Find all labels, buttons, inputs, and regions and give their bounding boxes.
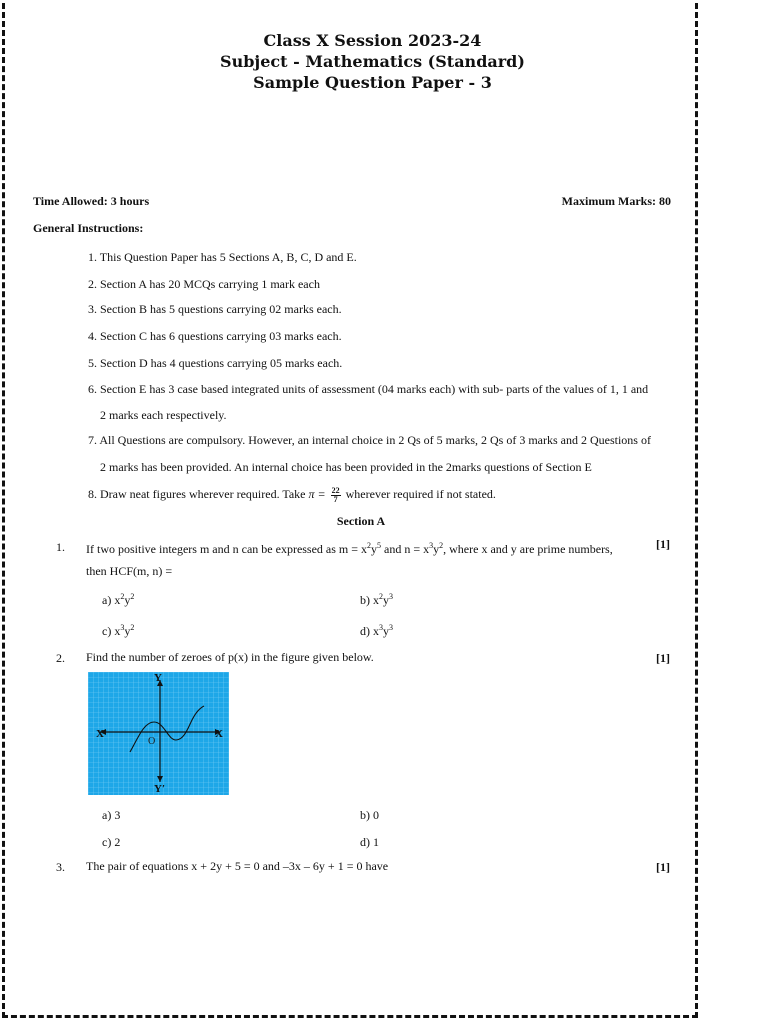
instruction-item: 7. All Questions are compulsory. However, an internal choice in 2 Qs of 5 marks, 2 Qs of 3 marks and 2 Questions of bbox=[88, 433, 651, 447]
option-exponent: 3 bbox=[120, 623, 125, 632]
q1-option-b[interactable] bbox=[360, 592, 393, 608]
q1-option-c[interactable] bbox=[102, 623, 134, 639]
option-base: y bbox=[383, 593, 389, 607]
option-exponent: 2 bbox=[130, 623, 135, 632]
q1-text-part: If two positive integers m and n can be expressed as m = x bbox=[86, 542, 368, 556]
instruction-item-continued: 2 marks has been provided. An internal choice has been provided in the 2marks questions of Section E bbox=[100, 460, 592, 474]
section-a-heading: Section A bbox=[336, 514, 386, 528]
q1-option-d[interactable] bbox=[360, 623, 393, 639]
q1-text-part: and n = x bbox=[381, 542, 430, 556]
option-base: y bbox=[124, 593, 131, 607]
option-exponent: 3 bbox=[379, 623, 383, 632]
q3-number: 3. bbox=[56, 860, 65, 874]
q1-text-part: , where x and y are prime numbers, bbox=[443, 542, 613, 556]
instruction-item-8 bbox=[88, 482, 688, 506]
pi-symbol: π = bbox=[308, 487, 326, 501]
instruction-item: 1. This Question Paper has 5 Sections A, B, C, D and E. bbox=[88, 250, 357, 264]
option-base: x bbox=[373, 624, 379, 638]
q1-text-part: y bbox=[371, 542, 378, 556]
option-exponent: 3 bbox=[389, 623, 393, 632]
q2-text: Find the number of zeroes of p(x) in the figure given below. bbox=[86, 650, 374, 664]
title-paper: Sample Question Paper - 3 bbox=[253, 73, 492, 92]
pi-fraction bbox=[331, 487, 341, 504]
option-base: x bbox=[114, 593, 121, 607]
instruction-item-continued: 2 marks each respectively. bbox=[100, 408, 227, 422]
instruction-item: 2. Section A has 20 MCQs carrying 1 mark each bbox=[88, 277, 320, 291]
instruction-item: 6. Section E has 3 case based integrated units of assessment (04 marks each) with sub- parts of the values of 1, 1 and bbox=[88, 382, 649, 396]
fraction-numerator: 22 bbox=[331, 485, 340, 495]
q2-option-d[interactable]: d) 1 bbox=[360, 835, 379, 849]
option-base: x bbox=[373, 593, 379, 607]
option-base: y bbox=[383, 624, 389, 638]
q2-option-a[interactable]: a) 3 bbox=[102, 808, 121, 822]
q3-text: The pair of equations x + 2y + 5 = 0 and –3x – 6y + 1 = 0 have bbox=[86, 859, 389, 873]
general-instructions-heading: General Instructions: bbox=[33, 221, 144, 235]
q1-number: 1. bbox=[56, 540, 65, 554]
label-y: Y bbox=[154, 672, 162, 684]
q1-exponent: 3 bbox=[429, 541, 434, 550]
option-label: b) bbox=[360, 593, 370, 607]
q2-number: 2. bbox=[56, 651, 65, 665]
q1-marks: [1] bbox=[656, 537, 670, 551]
maximum-marks: Maximum Marks: 80 bbox=[561, 194, 671, 208]
option-exponent: 2 bbox=[379, 592, 383, 601]
polynomial-graph bbox=[88, 672, 229, 795]
q1-exponent: 2 bbox=[439, 541, 444, 550]
title-class: Class X Session 2023-24 bbox=[263, 31, 482, 50]
q2-option-b[interactable]: b) 0 bbox=[360, 808, 379, 822]
label-origin: O bbox=[148, 736, 156, 747]
option-base: x bbox=[114, 624, 121, 638]
option-label: c) bbox=[102, 624, 112, 638]
instruction-item: 3. Section B has 5 questions carrying 02 marks each. bbox=[88, 302, 342, 316]
option-base: y bbox=[124, 624, 131, 638]
q3-marks: [1] bbox=[656, 860, 670, 874]
label-y-neg: Y′ bbox=[154, 783, 166, 795]
q1-option-a[interactable] bbox=[102, 592, 134, 608]
q1-text-part: y bbox=[433, 542, 440, 556]
label-x: X bbox=[215, 728, 223, 740]
q2-option-c[interactable]: c) 2 bbox=[102, 835, 121, 849]
option-exponent: 3 bbox=[389, 592, 393, 601]
time-allowed: Time Allowed: 3 hours bbox=[33, 194, 150, 208]
label-x-neg: X′ bbox=[96, 728, 108, 740]
polynomial-graph-figure bbox=[88, 672, 229, 795]
option-exponent: 2 bbox=[130, 592, 135, 601]
q2-marks: [1] bbox=[656, 651, 670, 665]
fraction-denominator: 7 bbox=[333, 494, 338, 504]
q1-text bbox=[86, 535, 641, 582]
option-label: a) bbox=[102, 593, 112, 607]
option-label: d) bbox=[360, 624, 370, 638]
instruction-item: 4. Section C has 6 questions carrying 03 marks each. bbox=[88, 329, 342, 343]
q1-text-line2: then HCF(m, n) = bbox=[86, 564, 173, 578]
instruction-item: 5. Section D has 4 questions carrying 05 marks each. bbox=[88, 356, 343, 370]
paper-title bbox=[0, 30, 745, 93]
q1-exponent: 2 bbox=[367, 541, 372, 550]
q1-exponent: 5 bbox=[377, 541, 382, 550]
option-exponent: 2 bbox=[120, 592, 125, 601]
instruction-8-prefix: 8. Draw neat figures wherever required. Take bbox=[88, 487, 306, 501]
title-subject: Subject - Mathematics (Standard) bbox=[220, 52, 525, 71]
instruction-8-suffix: wherever required if not stated. bbox=[345, 487, 496, 501]
